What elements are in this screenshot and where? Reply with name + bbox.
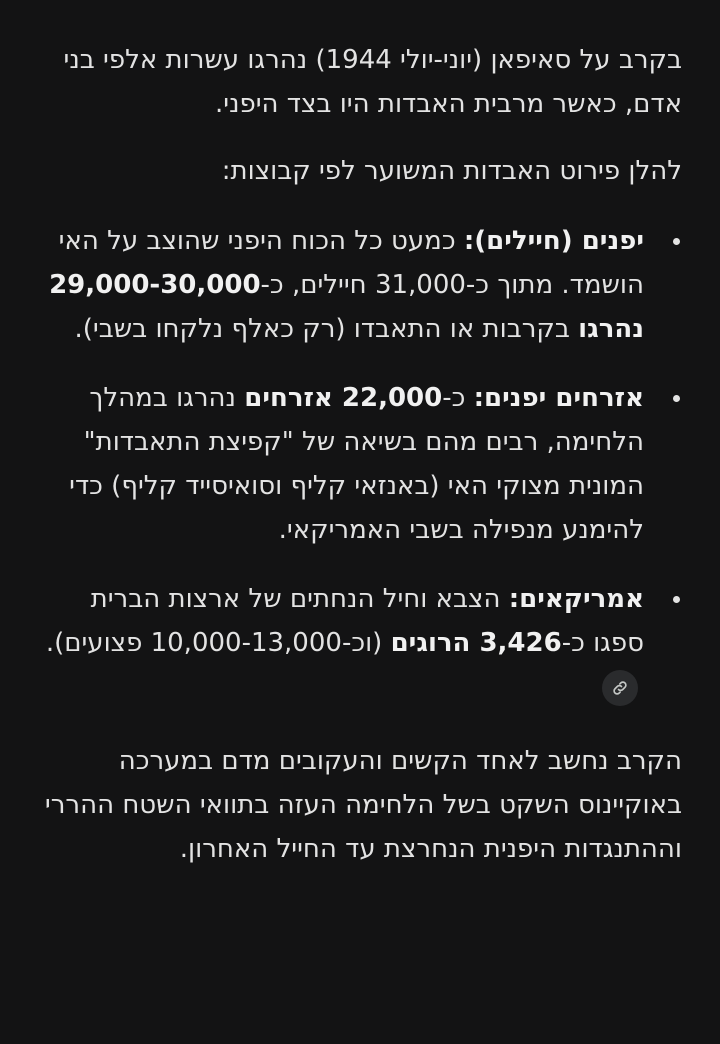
item-text: נהרגו במהלך הלחימה, רבים מהם בשיאה של "קפיצת התאבדות" המונית מצוקי האי (באנזאי קליף וסואיסייד קליף) כדי להימנע מנפילה בשבי האמריקאי. <box>69 383 644 545</box>
item-text: כ- <box>442 383 474 413</box>
item-title: אזרחים יפנים: <box>473 383 644 413</box>
item-highlight: 29,000-30,000 נהרגו <box>49 270 644 344</box>
item-highlight: 3,426 הרוגים <box>390 628 562 658</box>
casualties-list <box>38 219 682 709</box>
list-item-japanese-civilians <box>38 376 682 552</box>
list-item-americans <box>38 577 682 709</box>
item-text: כמעט כל הכוח היפני שהוצב על האי הושמד. מתוך כ-31,000 חיילים, כ- <box>58 226 644 300</box>
item-title: יפנים (חיילים): <box>463 226 644 256</box>
bullet-icon <box>673 596 680 603</box>
intro-paragraph: בקרב על סאיפאן (יוני-יולי 1944) נהרגו עשרות אלפי בני אדם, כאשר מרבית האבדות היו בצד היפני. <box>63 45 682 119</box>
item-text: בקרבות או התאבדו (רק כאלף נלקחו בשבי). <box>74 314 579 344</box>
list-item-japanese-soldiers <box>38 219 682 351</box>
bullet-icon <box>673 238 680 245</box>
link-icon <box>611 679 629 697</box>
item-text: הצבא וחיל הנחתים של ארצות הברית ספגו כ- <box>90 584 644 658</box>
lead-paragraph: להלן פירוט האבדות המשוער לפי קבוצות: <box>221 156 682 186</box>
bullet-icon <box>673 395 680 402</box>
source-link-button[interactable] <box>602 670 638 706</box>
closing-paragraph: הקרב נחשב לאחד הקשים והעקובים מדם במערכה באוקיינוס השקט בשל הלחימה העזה בתוואי השטח ההררי וההתנגדות היפנית הנחרצת עד החייל האחרון. <box>44 746 682 864</box>
item-highlight: 22,000 אזרחים <box>244 383 443 413</box>
item-title: אמריקאים: <box>508 584 644 614</box>
item-text: (וכ-10,000-13,000 פצועים). <box>45 628 391 658</box>
